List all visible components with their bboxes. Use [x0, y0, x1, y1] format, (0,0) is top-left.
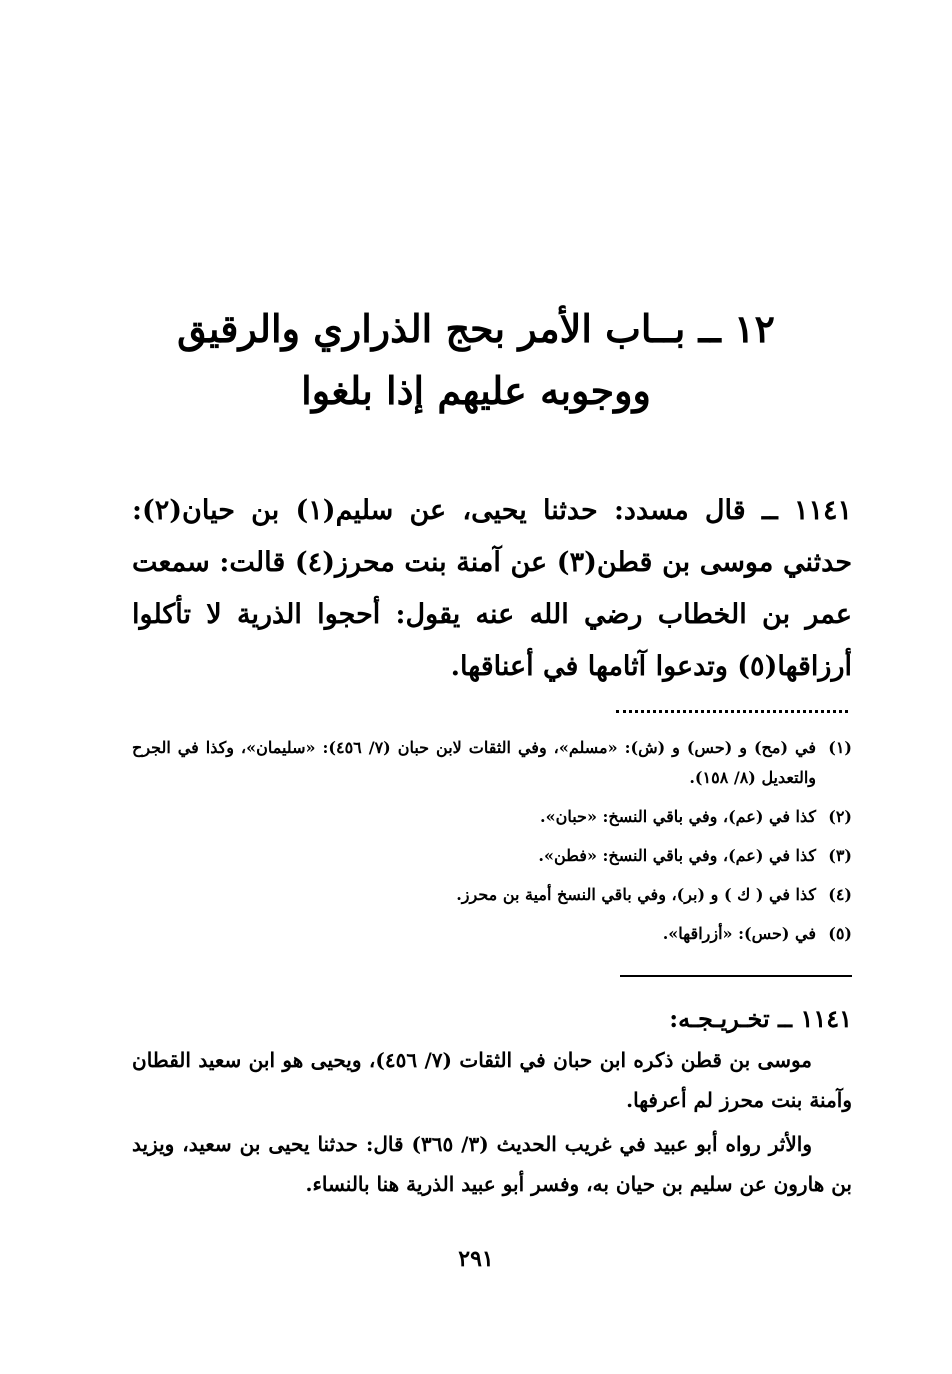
footnote-item: [132, 841, 852, 871]
takhrij-heading: ١١٤١ ــ تخـريـجـه:: [669, 1004, 852, 1033]
footnote-number: (١): [828, 738, 852, 757]
takhrij-paragraph: موسى بن قطن ذكره ابن حبان في الثقات (٧/ ٤٥٦)، ويحيى هو ابن سعيد القطان وآمنة بنت محرز لم أعرفها.: [132, 1048, 852, 1112]
footnote-number: (٥): [828, 924, 852, 943]
chapter-title-line-1: ١٢ ــ بــاب الأمر بحج الذراري والرقيق: [177, 306, 775, 351]
footnote-item: [132, 880, 852, 910]
footnote-item: [132, 919, 852, 949]
footnote-text: كذا في (عم)، وفي باقي النسخ: «حبان».: [540, 807, 816, 826]
footnote-text: في (مح) و (حس) و (ش): «مسلم»، وفي الثقات لابن حبان (٧/ ٤٥٦): «سليمان»، وكذا في الجرح والتعديل (٨/ ١٥٨).: [132, 738, 816, 787]
takhrij-section: [132, 998, 852, 1208]
hadith-text-block: [132, 485, 852, 693]
footnotes: [132, 733, 852, 958]
chapter-title-line-2: ووجوبه عليهم إذا بلغوا: [301, 368, 651, 413]
footnote-item: [132, 733, 852, 793]
section-divider: [620, 975, 852, 977]
hadith-text: ١١٤١ ــ قال مسدد: حدثنا يحيى، عن سليم(١) بن حيان(٢): حدثني موسى بن قطن(٣) عن آمنة بنت محرز(٤) قالت: سمعت عمر بن الخطاب رضي الله عنه يقول: أحجوا الذرية لا تأكلوا أرزاقها(٥) وتدعوا آثامها في أعناقها.: [132, 495, 853, 682]
page-number: ٢٩١: [458, 1246, 494, 1272]
chapter-title: [100, 298, 852, 422]
footnote-number: (٤): [828, 885, 852, 904]
footnote-item: [132, 802, 852, 832]
takhrij-paragraph: والأثر رواه أبو عبيد في غريب الحديث (٣/ ٣٦٥) قال: حدثنا يحيى بن سعيد، ويزيد بن هارون عن سليم بن حيان به، وفسر أبو عبيد الذرية هنا بالنساء.: [132, 1132, 852, 1196]
footnote-text: كذا في (عم)، وفي باقي النسخ: «فطن».: [538, 846, 816, 865]
footnote-separator: [616, 710, 848, 713]
footnote-number: (٢): [828, 807, 852, 826]
footnote-text: كذا في ( ك ) و (بر)، وفي باقي النسخ أمية بن محرز.: [456, 885, 816, 904]
footnote-text: في (حس): «أزراقها».: [662, 924, 816, 943]
footnote-number: (٣): [828, 846, 852, 865]
